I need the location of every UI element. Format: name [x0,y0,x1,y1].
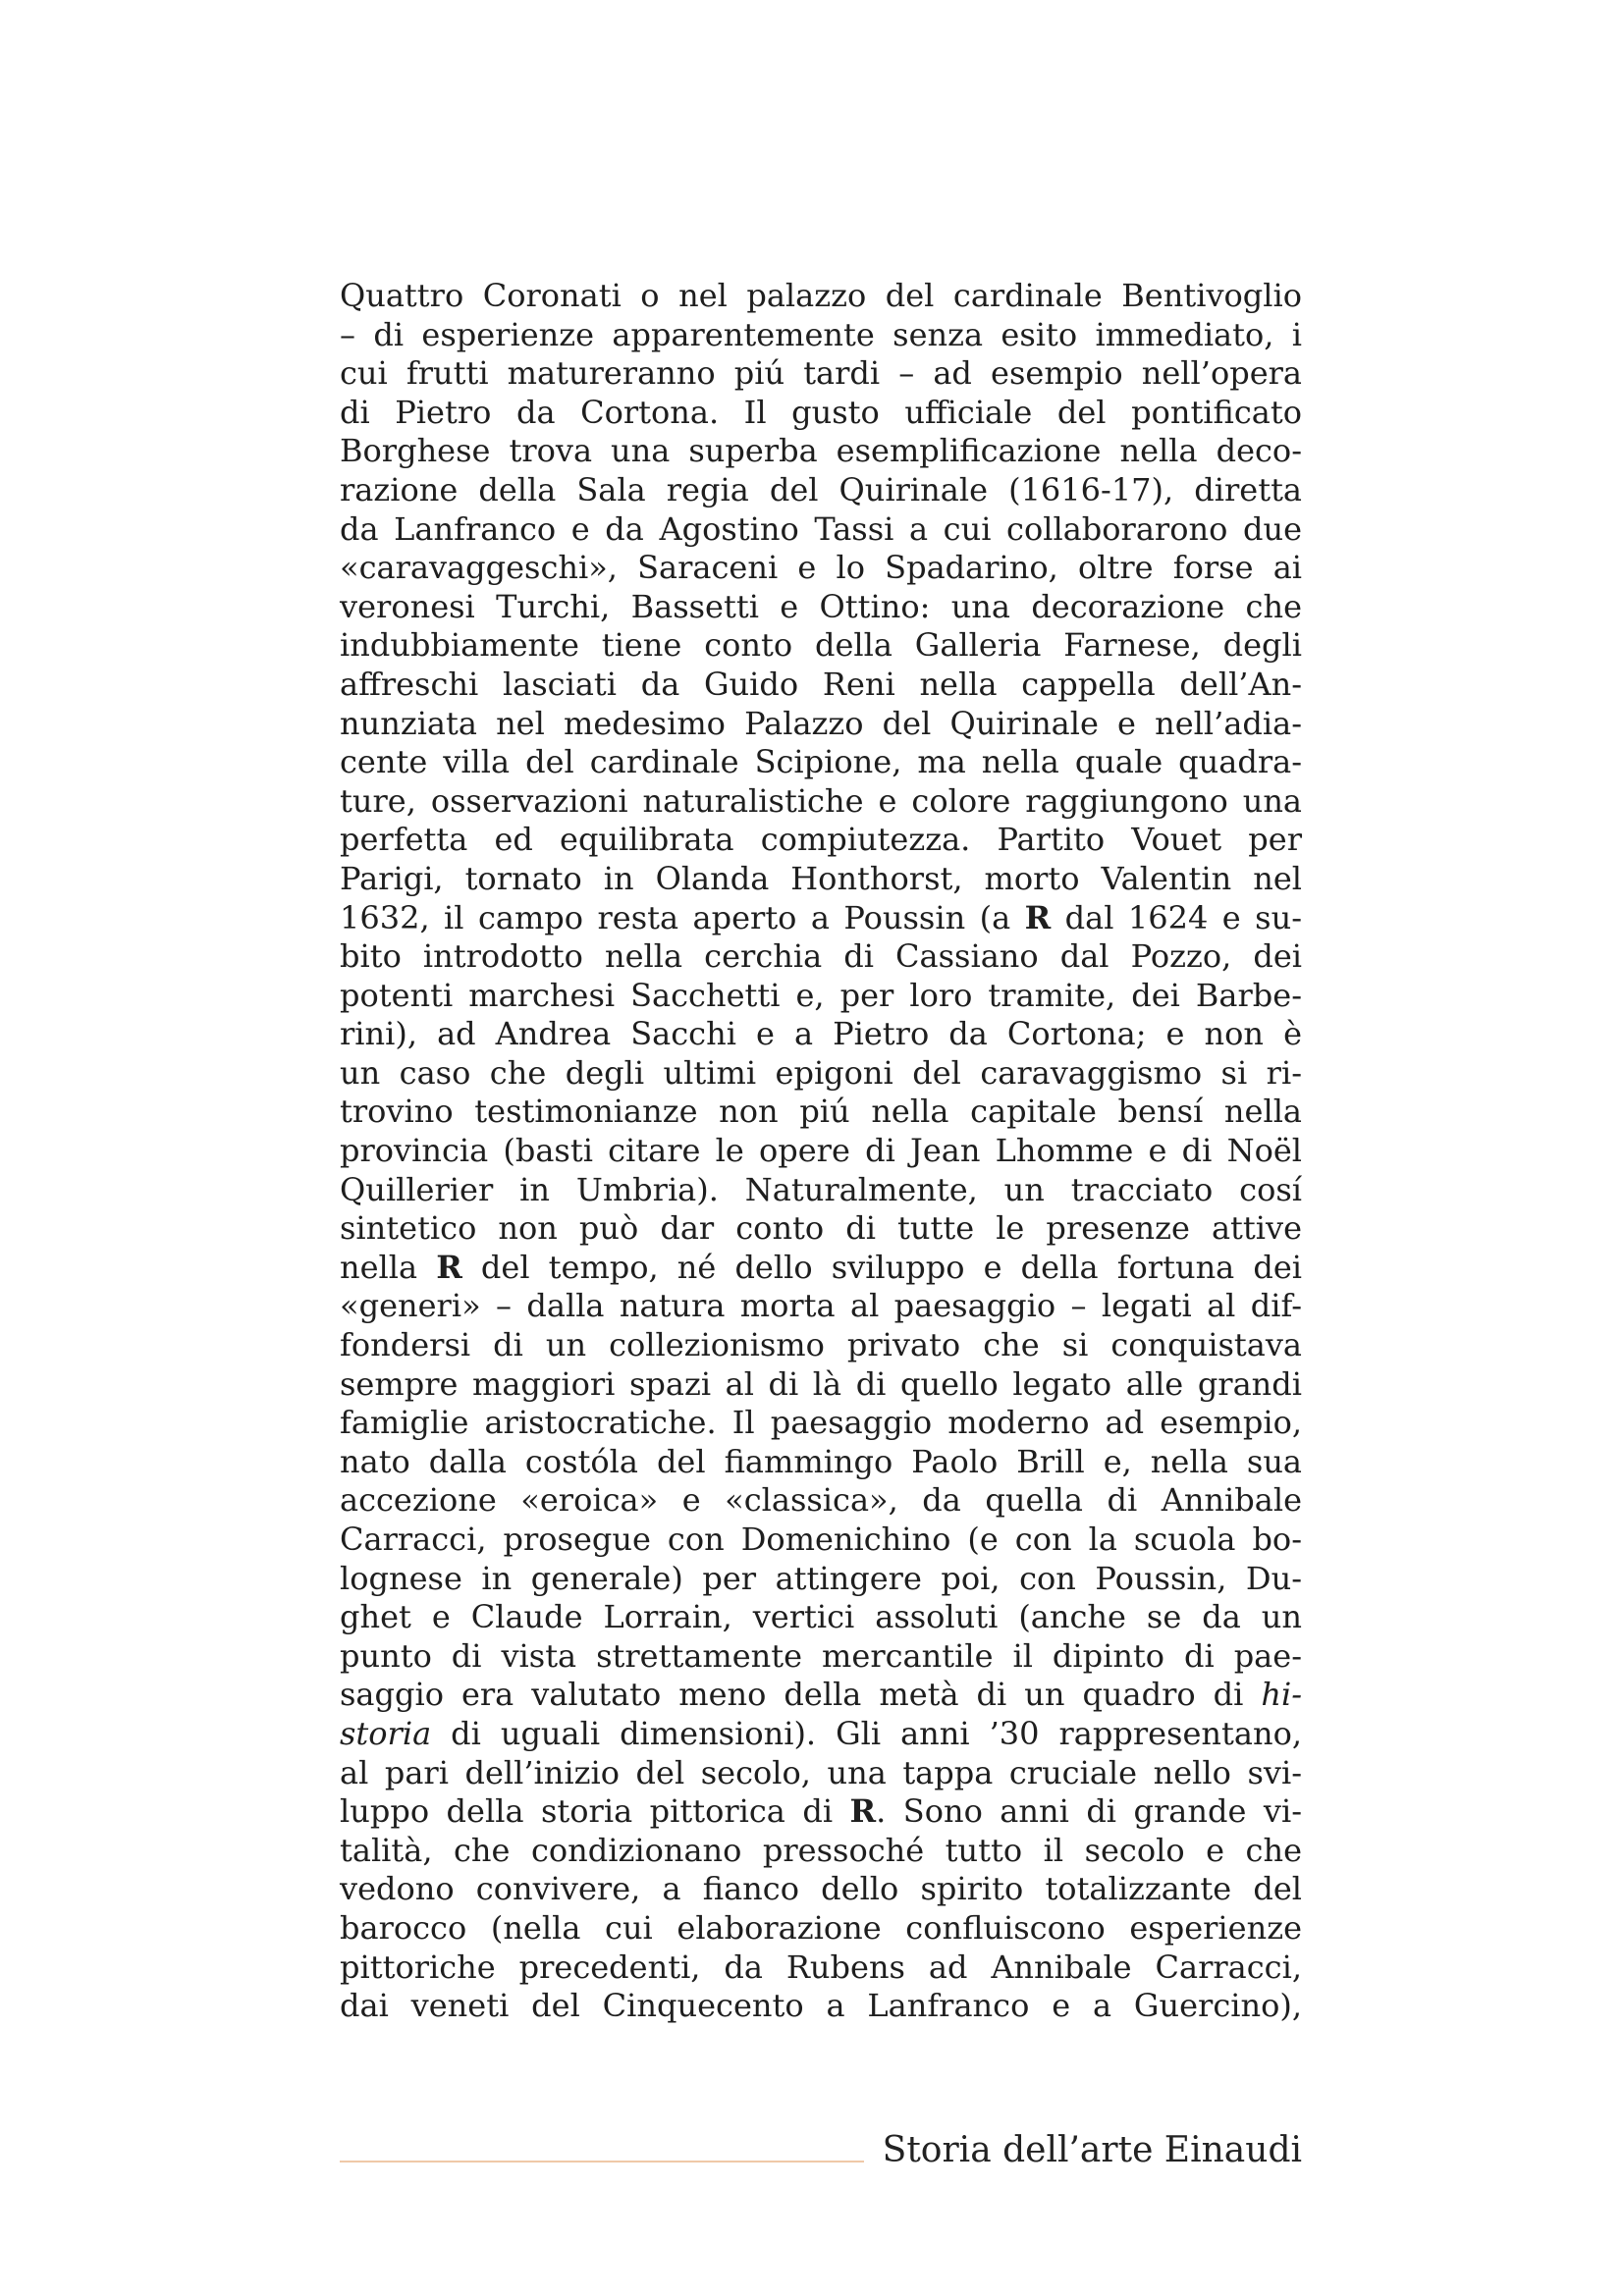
text-line [340,1949,1302,1988]
text-segment: del tempo, né dello sviluppo e della fortuna dei [461,1248,1303,1286]
text-segment: dai veneti del Cinquecento a Lanfranco e a Guercino), [340,1987,1302,2025]
text-segment: veronesi Turchi, Bassetti e Ottino: una decorazione che [340,587,1302,625]
text-line [340,1754,1302,1793]
text-segment: pittoriche precedenti, da Rubens ad Annibale Carracci, [340,1948,1302,1986]
text-line [340,1326,1302,1365]
text-line [340,1093,1302,1132]
text-segment: di uguali dimensioni). Gli anni ’30 rappresentano, [431,1714,1302,1752]
text-line [340,1015,1302,1054]
text-segment: Borghese trova una superba esemplificazione nella deco- [340,432,1302,470]
text-line [340,1598,1302,1637]
text-segment: 1632, il campo resta aperto a Poussin (a [340,898,1025,936]
text-segment: rini), ad Andrea Sacchi e a Pietro da Cortona; e non è [340,1015,1302,1053]
text-segment: saggio era valutato meno della metà di un quadro di [340,1676,1262,1714]
text-segment: potenti marchesi Sacchetti e, per loro tramite, dei Barbe- [340,976,1302,1014]
text-line [340,1637,1302,1677]
text-line [340,277,1302,316]
text-line [340,1715,1302,1754]
text-segment: indubbiamente tiene conto della Galleria Farnese, degli [340,626,1302,665]
text-segment: dal 1624 e su- [1051,898,1303,936]
text-line [340,1443,1302,1482]
text-segment: . Sono anni di grande vi- [876,1792,1303,1831]
text-line [340,937,1302,977]
text-segment: «generi» – dalla natura morta al paesaggio – legati al dif- [340,1287,1302,1325]
footer-rule [340,2161,864,2163]
text-line [340,394,1302,433]
text-line [340,354,1302,394]
text-segment: trovino testimonianze non piú nella capitale bensí nella [340,1093,1302,1131]
text-line [340,510,1302,550]
text-segment: razione della Sala regia del Quirinale (1616-17), diretta [340,470,1302,508]
text-line [340,1054,1302,1094]
text-line [340,743,1302,782]
text-segment: un caso che degli ultimi epigoni del caravaggismo si ri- [340,1053,1302,1092]
text-segment: ture, osservazioni naturalistiche e colore raggiungono una [340,781,1302,820]
text-line [340,1209,1302,1249]
text-line [340,432,1302,471]
text-segment: Parigi, tornato in Olanda Honthorst, morto Valentin nel [340,859,1302,897]
text-line [340,1171,1302,1210]
text-line [340,705,1302,744]
text-segment: cente villa del cardinale Scipione, ma nella quale quadra- [340,743,1302,781]
text-line [340,1521,1302,1560]
bold-abbreviation: R [849,1792,877,1831]
italic-text: storia [340,1714,432,1752]
text-line [340,860,1302,899]
text-segment: Quillerier in Umbria). Naturalmente, un tracciato cosí [340,1170,1302,1208]
text-line [340,316,1302,355]
text-segment: ghet e Claude Lorrain, vertici assoluti (anche se da un [340,1598,1302,1636]
text-segment: barocco (nella cui elaborazione confluiscono esperienze [340,1908,1302,1947]
text-line [340,899,1302,938]
text-line [340,1676,1302,1715]
text-segment: sempre maggiori spazi al di là di quello legato alle grandi [340,1364,1302,1403]
text-segment: nunziata nel medesimo Palazzo del Quirinale e nell’adia- [340,704,1302,742]
text-segment: – di esperienze apparentemente senza esito immediato, i [340,315,1302,353]
text-segment: Quattro Coronati o nel palazzo del cardinale Bentivoglio [340,277,1302,314]
text-segment: affreschi lasciati da Guido Reni nella cappella dell’An- [340,665,1302,703]
text-segment: da Lanfranco e da Agostino Tassi a cui collaborarono due [340,509,1302,548]
text-segment: vedono convivere, a fianco dello spirito totalizzante del [340,1870,1302,1908]
bold-abbreviation: R [436,1248,462,1286]
text-line [340,1365,1302,1405]
text-segment: Carracci, prosegue con Domenichino (e con la scuola bo- [340,1521,1302,1558]
text-line [340,1132,1302,1171]
bold-abbreviation: R [1024,898,1052,936]
text-segment: luppo della storia pittorica di [340,1792,850,1831]
text-line [340,782,1302,822]
text-segment: di Pietro da Cortona. Il gusto ufficiale del pontificato [340,393,1302,431]
text-line [340,1832,1302,1871]
text-line [340,1792,1302,1832]
text-line [340,1560,1302,1599]
text-line [340,471,1302,510]
text-segment: fondersi di un collezionismo privato che si conquistava [340,1326,1302,1364]
text-segment: al pari dell’inizio del secolo, una tappa cruciale nello svi- [340,1753,1302,1791]
text-segment: perfetta ed equilibrata compiutezza. Partito Vouet per [340,821,1302,859]
text-line [340,821,1302,860]
text-line [340,666,1302,705]
text-segment: cui frutti matureranno piú tardi – ad esempio nell’opera [340,354,1302,393]
italic-text: hi- [1261,1676,1302,1714]
footer-title: Storia dell’arte Einaudi [882,2130,1302,2170]
text-line [340,1287,1302,1326]
text-line [340,588,1302,627]
text-line [340,1987,1302,2026]
text-segment: nato dalla costóla del fiammingo Paolo Brill e, nella sua [340,1442,1302,1480]
text-segment: sintetico non può dar conto di tutte le presenze attive [340,1209,1302,1248]
text-line [340,977,1302,1016]
text-line [340,549,1302,588]
text-line [340,1909,1302,1949]
text-line [340,626,1302,666]
text-segment: «caravaggeschi», Saraceni e lo Spadarino, oltre forse ai [340,549,1302,587]
text-segment: famiglie aristocratiche. Il paesaggio moderno ad esempio, [340,1404,1302,1442]
text-segment: talità, che condizionano pressoché tutto il secolo e che [340,1831,1302,1869]
text-line [340,1249,1302,1288]
text-segment: provincia (basti citare le opere di Jean Lhomme e di Noël [340,1132,1302,1170]
text-line [340,1404,1302,1443]
text-line [340,1481,1302,1521]
text-segment: nella [340,1248,437,1286]
text-segment: accezione «eroica» e «classica», da quella di Annibale [340,1481,1302,1520]
body-text [340,277,1302,2026]
text-segment: lognese in generale) per attingere poi, con Poussin, Du- [340,1559,1302,1597]
text-segment: bito introdotto nella cerchia di Cassiano dal Pozzo, dei [340,937,1302,976]
text-line [340,1870,1302,1909]
text-segment: punto di vista strettamente mercantile il dipinto di pae- [340,1636,1302,1675]
